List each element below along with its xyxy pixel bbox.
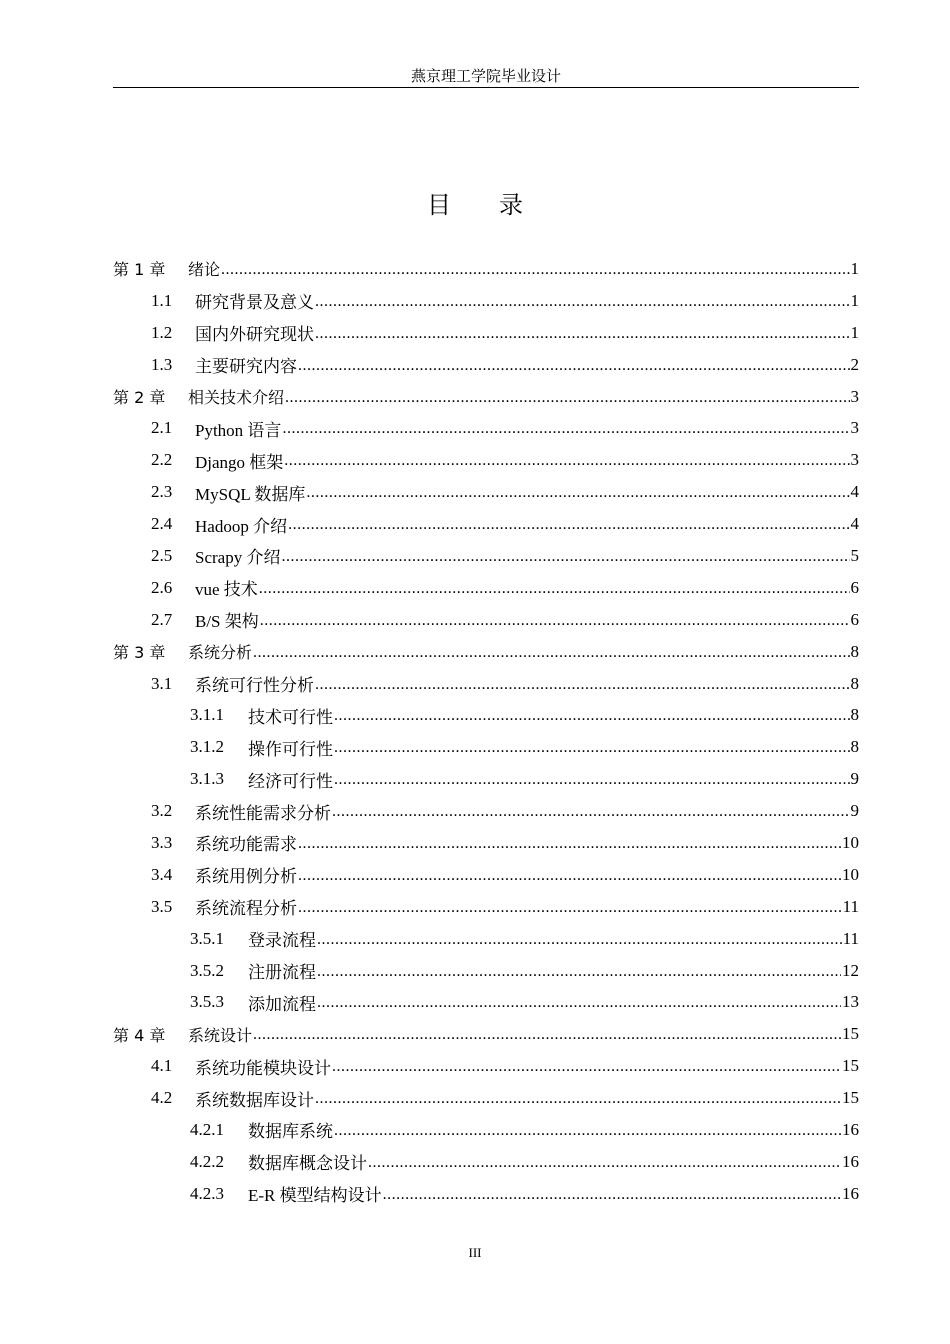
toc-entry[interactable] (113, 508, 859, 540)
toc-entry-title: Python 语言 (195, 420, 282, 440)
toc-entry-page: 6 (850, 609, 859, 629)
toc-entry-title: 主要研究内容 (195, 357, 297, 377)
toc-entry-title: 系统设计 (188, 1025, 253, 1045)
toc-entry-number: 3.1.1 (190, 705, 224, 725)
toc-dot-leader (383, 1187, 841, 1203)
toc-entry-number: 4.2.3 (190, 1183, 224, 1203)
toc-dot-leader (368, 1155, 841, 1171)
toc-entry-title: 系统可行性分析 (195, 676, 314, 696)
toc-entry-number: 4.2 (151, 1088, 173, 1108)
toc-entry-title: vue 技术 (195, 580, 258, 600)
toc-entry[interactable] (113, 891, 859, 923)
toc-entry-number: 3.5.3 (190, 992, 224, 1012)
toc-entry-title: E-R 模型结构设计 (248, 1186, 382, 1206)
toc-entry[interactable] (113, 444, 859, 476)
toc-entry-number: 第 3 章 (113, 643, 166, 663)
toc-entry-title: 数据库概念设计 (248, 1154, 367, 1174)
toc-entry[interactable] (113, 381, 859, 413)
toc-entry-page: 1 (850, 322, 859, 342)
toc-entry-title: 系统性能需求分析 (195, 803, 331, 823)
toc-entry-number: 第 4 章 (113, 1025, 166, 1045)
toc-entry-page: 8 (850, 705, 859, 725)
toc-entry-number: 4.1 (151, 1056, 173, 1076)
toc-entry-title: 系统用例分析 (195, 867, 297, 887)
toc-entry-page: 10 (842, 832, 859, 852)
toc-entry-page: 8 (850, 737, 859, 757)
toc-entry[interactable] (113, 859, 859, 891)
toc-entry-page: 2 (850, 354, 859, 374)
toc-entry-page: 16 (842, 1183, 859, 1203)
toc-entry-number: 1.1 (151, 290, 173, 310)
toc-dot-leader (315, 677, 850, 693)
toc-entry[interactable] (113, 795, 859, 827)
toc-entry[interactable] (113, 540, 859, 572)
toc-dot-leader (306, 485, 849, 501)
toc-entry-page: 3 (850, 450, 859, 470)
toc-entry-number: 3.1.2 (190, 737, 224, 757)
toc-entry-page: 1 (850, 258, 859, 278)
toc-entry-page: 11 (842, 896, 859, 916)
toc-dot-leader (221, 262, 849, 278)
toc-entry-number: 3.1 (151, 673, 173, 693)
page-header: 燕京理工学院毕业设计 (113, 68, 859, 88)
toc-dot-leader (284, 453, 849, 469)
toc-entry-number: 3.4 (151, 864, 173, 884)
toc-entry-number: 第 1 章 (113, 260, 166, 280)
toc-dot-leader (288, 517, 849, 533)
toc-entry-title: 系统功能需求 (195, 835, 297, 855)
toc-entry[interactable] (113, 731, 859, 763)
toc-entry-page: 15 (842, 1056, 859, 1076)
toc-entry-title: 系统功能模块设计 (195, 1058, 331, 1078)
toc-entry-title: 添加流程 (248, 994, 316, 1014)
toc-entry-number: 第 2 章 (113, 388, 166, 407)
toc-entry-title: 系统数据库设计 (195, 1090, 314, 1110)
toc-entry-page: 3 (850, 386, 859, 406)
toc-entry-number: 2.1 (151, 418, 173, 438)
toc-entry-number: 3.2 (151, 801, 173, 821)
toc-dot-leader (317, 932, 842, 948)
toc-dot-leader (298, 358, 850, 374)
toc-dot-leader (281, 549, 849, 565)
toc-dot-leader (315, 294, 850, 310)
toc-entry-title: 数据库系统 (248, 1122, 333, 1142)
toc-entry[interactable] (113, 1018, 859, 1050)
toc-entry-page: 8 (850, 673, 859, 693)
toc-dot-leader (282, 421, 849, 437)
toc-entry[interactable] (113, 699, 859, 731)
toc-entry[interactable] (113, 1082, 859, 1114)
toc-entry-number: 4.2.1 (190, 1119, 224, 1139)
toc-dot-leader (334, 1123, 841, 1139)
toc-entry-title: 登录流程 (248, 931, 316, 951)
toc-entry-number: 3.5.1 (190, 928, 224, 948)
toc-entry-title: 国内外研究现状 (195, 325, 314, 345)
toc-entry-title: Hadoop 介绍 (195, 516, 288, 536)
toc-entry-number: 2.5 (151, 545, 173, 565)
toc-entry-number: 3.3 (151, 832, 173, 852)
toc-dot-leader (253, 1027, 841, 1043)
toc-entry-page: 12 (842, 960, 859, 980)
toc-entry-page: 8 (850, 641, 859, 661)
toc-entry[interactable] (113, 1050, 859, 1082)
toc-dot-leader (334, 708, 850, 724)
toc-dot-leader (315, 1091, 841, 1107)
toc-dot-leader (298, 900, 842, 916)
toc-entry[interactable] (113, 955, 859, 987)
toc-dot-leader (332, 1059, 841, 1075)
toc-entry-title: B/S 架构 (195, 612, 259, 632)
toc-entry[interactable] (113, 349, 859, 381)
toc-entry-title: 操作可行性 (248, 739, 333, 759)
toc-entry[interactable] (113, 604, 859, 636)
toc-entry-page: 15 (842, 1024, 859, 1044)
toc-entry-title: 经济可行性 (248, 771, 333, 791)
toc-entry-page: 6 (850, 577, 859, 597)
toc-dot-leader (332, 804, 850, 820)
toc-entry-number: 3.1.3 (190, 769, 224, 789)
toc-entry-title: 绪论 (188, 260, 221, 280)
toc-dot-leader (298, 836, 841, 852)
toc-entry-page: 4 (850, 482, 859, 502)
toc-entry[interactable] (113, 636, 859, 668)
toc-entry[interactable] (113, 923, 859, 955)
toc-dot-leader (315, 326, 850, 342)
toc-entry-number: 2.2 (151, 450, 173, 470)
toc-entry[interactable] (113, 668, 859, 700)
toc-entry-title: 系统分析 (188, 643, 253, 663)
toc-entry[interactable] (113, 253, 859, 285)
toc-entry-page: 5 (850, 545, 859, 565)
toc-entry[interactable] (113, 412, 859, 444)
toc-entry-number: 2.7 (151, 609, 173, 629)
toc-title: 目录 (427, 191, 571, 219)
toc-entry-title: Django 框架 (195, 452, 284, 472)
toc-entry-number: 2.4 (151, 514, 173, 534)
toc-entry-number: 3.5 (151, 896, 173, 916)
toc-entry[interactable] (113, 572, 859, 604)
toc-entry-number: 3.5.2 (190, 960, 224, 980)
toc-entry-page: 13 (842, 992, 859, 1012)
toc-entry-page: 10 (842, 864, 859, 884)
toc-dot-leader (298, 868, 841, 884)
toc-entry-page: 1 (850, 290, 859, 310)
toc-entry-title: 系统流程分析 (195, 899, 297, 919)
toc-entry[interactable] (113, 1114, 859, 1146)
page-number: III (468, 1245, 482, 1260)
toc-entry-page: 16 (842, 1151, 859, 1171)
toc-dot-leader (334, 740, 850, 756)
toc-entry-title: 注册流程 (248, 963, 316, 983)
toc-entry-page: 3 (850, 418, 859, 438)
toc-entry[interactable] (113, 476, 859, 508)
toc-entry[interactable] (113, 827, 859, 859)
toc-dot-leader (334, 772, 850, 788)
toc-entry-title: MySQL 数据库 (195, 484, 306, 504)
toc-entry-page: 9 (850, 801, 859, 821)
table-of-contents (113, 253, 859, 1210)
toc-entry[interactable] (113, 285, 859, 317)
toc-dot-leader (259, 581, 850, 597)
toc-entry-title: 相关技术介绍 (188, 388, 285, 407)
toc-dot-leader (260, 613, 850, 629)
toc-entry[interactable] (113, 763, 859, 795)
toc-entry-number: 2.6 (151, 577, 173, 597)
toc-dot-leader (253, 645, 849, 661)
toc-entry-title: 技术可行性 (248, 707, 333, 727)
toc-entry-page: 16 (842, 1119, 859, 1139)
toc-entry-title: Scrapy 介绍 (195, 548, 281, 568)
toc-entry-page: 15 (842, 1088, 859, 1108)
toc-entry-number: 2.3 (151, 482, 173, 502)
toc-entry-page: 11 (842, 928, 859, 948)
toc-dot-leader (317, 995, 841, 1011)
toc-entry[interactable] (113, 1146, 859, 1178)
toc-entry[interactable] (113, 1178, 859, 1210)
toc-dot-leader (317, 964, 841, 980)
toc-entry-page: 9 (850, 769, 859, 789)
toc-dot-leader (285, 390, 849, 406)
toc-entry-title: 研究背景及意义 (195, 293, 314, 313)
toc-entry[interactable] (113, 986, 859, 1018)
toc-entry-number: 1.2 (151, 322, 173, 342)
toc-entry-number: 4.2.2 (190, 1151, 224, 1171)
toc-entry-page: 4 (850, 514, 859, 534)
toc-entry-number: 1.3 (151, 354, 173, 374)
toc-entry[interactable] (113, 317, 859, 349)
